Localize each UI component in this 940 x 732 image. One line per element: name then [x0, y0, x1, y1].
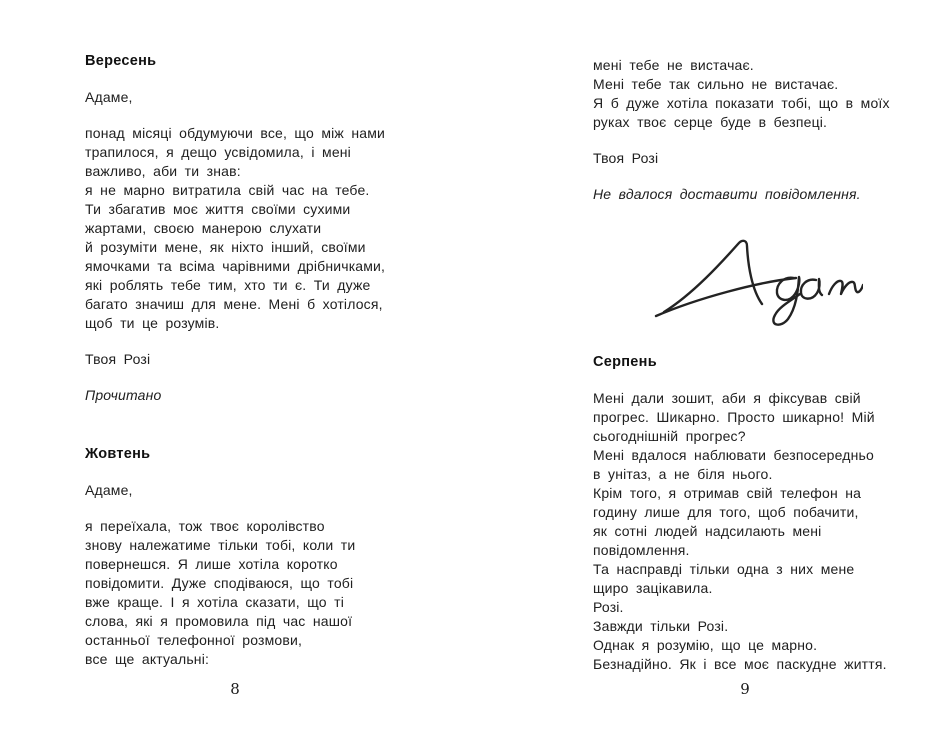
text-line: повернешся. Я лише хотіла коротко	[85, 556, 338, 572]
letter-october-paragraph	[85, 517, 400, 669]
right-page	[593, 56, 908, 691]
text-line: Розі.	[593, 599, 624, 615]
heading-september: Вересень	[85, 53, 157, 69]
status-read: Прочитано	[85, 387, 162, 403]
heading-october: Жовтень	[85, 446, 151, 462]
letter-september-paragraph	[85, 124, 400, 333]
text-line: Завжди тільки Розі.	[593, 618, 729, 634]
salutation-september: Адаме,	[85, 89, 133, 105]
text-line: в унітаз, а не біля нього.	[593, 466, 773, 482]
text-line: прогрес. Шикарно. Просто шикарно! Мій	[593, 409, 875, 425]
text-line: все ще актуальні:	[85, 651, 210, 667]
text-line: які роблять тебе тим, хто ти є. Ти дуже	[85, 277, 371, 293]
text-line: повідомити. Дуже сподіваюся, що тобі	[85, 575, 354, 591]
text-line: жартами, своєю манерою слухати	[85, 220, 322, 236]
text-line: Мені тебе так сильно не вистачає.	[593, 76, 839, 92]
text-line: Однак я розумію, що це марно.	[593, 637, 818, 653]
text-line: багато значиш для мене. Мені б хотілося,	[85, 296, 383, 312]
text-line: останньої телефонної розмови,	[85, 632, 302, 648]
signoff-september: Твоя Розі	[85, 351, 151, 367]
text-line: й розуміти мене, як ніхто інший, своїми	[85, 239, 366, 255]
text-line: щоб ти це розумів.	[85, 315, 220, 331]
text-line: Безнадійно. Як і все моє паскудне життя.	[593, 656, 887, 672]
handwritten-signature-icon	[648, 232, 863, 327]
text-line: Я б дуже хотіла показати тобі, що в моїх	[593, 95, 890, 111]
text-line: знову належатиме тільки тобі, коли ти	[85, 537, 356, 553]
text-line: щиро зацікавила.	[593, 580, 713, 596]
status-undelivered: Не вдалося доставити повідомлення.	[593, 186, 861, 202]
text-line: важливо, аби ти знав:	[85, 163, 241, 179]
adam-signature	[648, 232, 863, 327]
text-line: Крім того, я отримав свій телефон на	[593, 485, 862, 501]
signoff-rosie: Твоя Розі	[593, 150, 659, 166]
left-page	[85, 52, 400, 686]
text-line: вже краще. І я хотіла сказати, що ті	[85, 594, 344, 610]
text-line: трапилося, я дещо усвідомила, і мені	[85, 144, 351, 160]
text-line: слова, які я промовила під час нашої	[85, 613, 353, 629]
text-line: як сотні людей надсилають мені	[593, 523, 822, 539]
page-number-left: 8	[230, 680, 240, 698]
text-line: понад місяці обдумуючи все, що між нами	[85, 125, 385, 141]
text-line: Мені дали зошит, аби я фіксував свій	[593, 390, 861, 406]
text-line: я не марно витратила свій час на тебе.	[85, 182, 370, 198]
heading-august: Серпень	[593, 354, 657, 370]
text-line: сьогоднішній прогрес?	[593, 428, 746, 444]
letter-continuation-paragraph	[593, 56, 908, 132]
text-line: годину лише для того, щоб побачити,	[593, 504, 859, 520]
salutation-october: Адаме,	[85, 482, 133, 498]
text-line: повідомлення.	[593, 542, 690, 558]
text-line: руках твоє серце буде в безпеці.	[593, 114, 828, 130]
text-line: ямочками та всіма чарівними дрібничками,	[85, 258, 386, 274]
diary-august-paragraph	[593, 389, 908, 674]
text-line: Та насправді тільки одна з них мене	[593, 561, 855, 577]
text-line: Мені вдалося наблювати безпосередньо	[593, 447, 874, 463]
text-line: я переїхала, тож твоє королівство	[85, 518, 325, 534]
text-line: Ти збагатив моє життя своїми сухими	[85, 201, 351, 217]
text-line: мені тебе не вистачає.	[593, 57, 754, 73]
page-number-right: 9	[740, 680, 750, 698]
